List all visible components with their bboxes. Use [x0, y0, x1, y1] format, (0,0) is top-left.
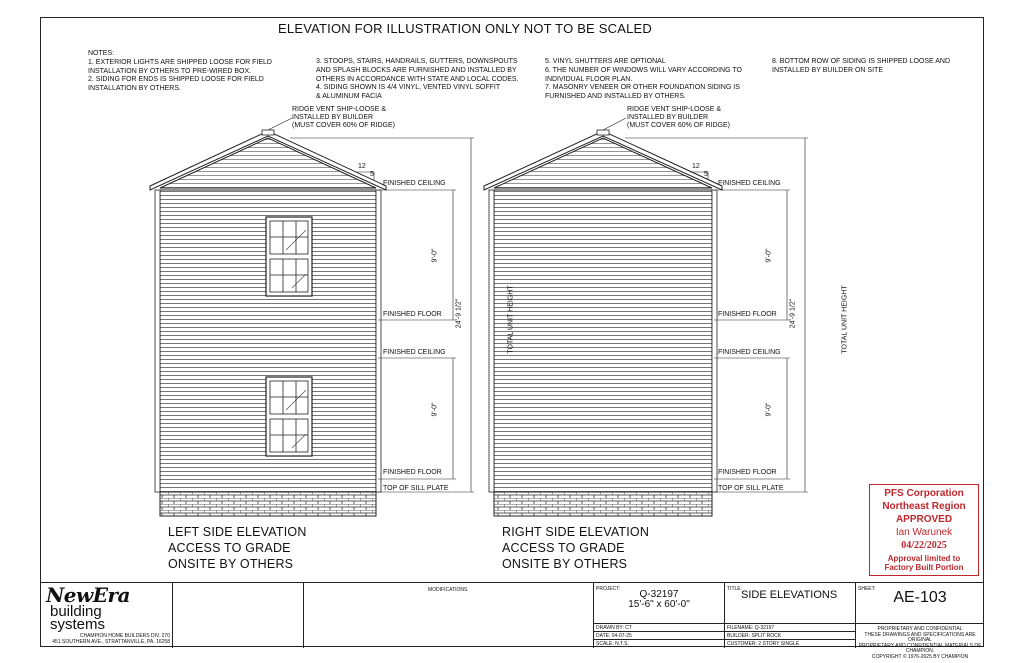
divider [594, 639, 724, 640]
left-elevation-title: LEFT SIDE ELEVATION ACCESS TO GRADE ONSITE BY OTHERS [168, 525, 307, 571]
divider [594, 623, 724, 624]
divider [725, 639, 855, 640]
page-title: ELEVATION FOR ILLUSTRATION ONLY NOT TO BE SCALED [278, 21, 652, 36]
drawing-date: DATE: 04-07-25 [596, 633, 632, 639]
total-unit-height-label-right: TOTAL UNIT HEIGHT [841, 285, 849, 354]
ridge-vent-note-right: RIDGE VENT SHIP-LOOSE & INSTALLED BY BUILDER (MUST COVER 60% OF RIDGE) [627, 106, 730, 129]
filename: FILENAME: Q-32197 [727, 625, 775, 631]
finished-ceiling-label-lower-left: FINISHED CEILING [383, 349, 446, 356]
customer: CUSTOMER: 2 STORY SINGLE [727, 641, 800, 647]
total-dim-right: 24'-9 1/2" [789, 298, 797, 329]
finished-floor-label-lower-right: FINISHED FLOOR [718, 469, 777, 476]
finished-floor-label-upper-right: FINISHED FLOOR [718, 311, 777, 318]
drawing-scale: SCALE: N.T.S. [596, 641, 629, 647]
story-dim-lower-right: 9'-0" [765, 402, 773, 417]
stamp-note: Approval limited to Factory Built Portion [884, 554, 964, 572]
finished-ceiling-label-upper-left: FINISHED CEILING [383, 180, 446, 187]
builder: BUILDER: SPLIT ROCK [727, 633, 782, 639]
modifications-label: MODIFICATIONS [428, 587, 468, 593]
finished-floor-label-upper-left: FINISHED FLOOR [383, 311, 442, 318]
pitch-run-left: 12 [358, 163, 366, 170]
stamp-date: 04/22/2025 [901, 540, 947, 551]
finished-ceiling-label-upper-right: FINISHED CEILING [718, 180, 781, 187]
title-block [40, 582, 984, 660]
modifications-cell [303, 583, 593, 648]
story-dim-upper-right: 9'-0" [765, 248, 773, 263]
divider [594, 631, 724, 632]
pitch-run-right: 12 [692, 163, 700, 170]
drawn-by: DRAWN BY: CT [596, 625, 632, 631]
stamp-line-3: APPROVED [895, 514, 953, 525]
title-label: TITLE: [727, 586, 743, 592]
divider [856, 623, 984, 624]
stamp-name: Ian Warunek [895, 527, 953, 538]
story-dim-lower-left: 9'-0" [431, 402, 439, 417]
total-dim-left: 24'-9 1/2" [455, 298, 463, 329]
right-elevation-title: RIGHT SIDE ELEVATION ACCESS TO GRADE ONSITE BY OTHERS [502, 525, 650, 571]
company-address: CHAMPION HOME BUILDERS DIV. 270 451 SOUTHERN AVE., STRATTANVILLE, PA. 16258 [52, 633, 170, 645]
project-number: Q-32197 [639, 589, 679, 600]
notes-column-1: NOTES: 1. EXTERIOR LIGHTS ARE SHIPPED LOOSE FOR FIELD INSTALLATION BY OTHERS TO PRE-WIRED BOX. 2. SIDING FOR ENDS IS SHIPPED LOOSE FOR FIELD INSTALLATION BY OTHERS. [88, 50, 272, 93]
lower-window [266, 377, 312, 456]
proprietary-notice: PROPRIETARY AND CONFIDENTIAL THESE DRAWINGS AND SPECIFICATIONS ARE ORIGINAL PROPRIETARY AND CONFIDENTIAL MATERIALS OF CHAMPION. COPYRIGHT © 1976-2025 BY CHAMPION [858, 626, 982, 660]
upper-window [266, 217, 312, 296]
ridge-vent-note-left: RIDGE VENT SHIP-LOOSE & INSTALLED BY BUILDER (MUST COVER 60% OF RIDGE) [292, 106, 395, 129]
notes-column-3: 5. VINYL SHUTTERS ARE OPTIONAL 6. THE NUMBER OF WINDOWS WILL VARY ACCORDING TO INDIVIDUAL FLOOR PLAN. 7. MASONRY VENEER OR OTHER FOUNDATION SIDING IS FURNISHED AND INSTALLED BY OTHERS. [545, 58, 742, 101]
notes-column-2: 3. STOOPS, STAIRS, HANDRAILS, GUTTERS, DOWNSPOUTS AND SPLASH BLOCKS ARE FURNISHED AND INSTALLED BY OTHERS IN ACCORDANCE WITH STATE AND LOCAL CODES. 4. SIDING SHOWN IS 4/4 VINYL, VENTED VINYL SOFFIT & ALUMINUM FACIA [316, 58, 519, 101]
total-unit-height-label-left: TOTAL UNIT HEIGHT [507, 285, 515, 354]
finished-floor-label-lower-left: FINISHED FLOOR [383, 469, 442, 476]
finished-ceiling-label-lower-right: FINISHED CEILING [718, 349, 781, 356]
top-of-sill-plate-label-left: TOP OF SILL PLATE [383, 485, 449, 492]
project-size: 15'-6" x 60'-0" [628, 599, 690, 610]
sheet-cell [855, 583, 984, 660]
drawing-title: SIDE ELEVATIONS [741, 589, 838, 601]
blank-cell [172, 583, 303, 648]
story-dim-upper-left: 9'-0" [431, 248, 439, 263]
pitch-rise-left: 5 [370, 171, 374, 178]
project-cell [593, 583, 724, 648]
sheet-label: SHEET: [858, 586, 876, 592]
top-of-sill-plate-label-right: TOP OF SILL PLATE [718, 485, 784, 492]
stamp-line-2: Northeast Region [882, 501, 966, 512]
company-logo-subtext: building systems [50, 603, 106, 633]
sheet-number: AE-103 [893, 589, 947, 606]
company-logo: NewEra [46, 583, 130, 607]
title-cell [724, 583, 855, 648]
divider [725, 623, 855, 624]
project-label: PROJECT: [596, 586, 621, 592]
approval-stamp [869, 484, 979, 576]
divider [725, 631, 855, 632]
pitch-rise-right: 5 [704, 171, 708, 178]
notes-column-4: 8. BOTTOM ROW OF SIDING IS SHIPPED LOOSE AND INSTALLED BY BUILDER ON SITE [772, 58, 951, 74]
stamp-line-1: PFS Corporation [884, 488, 964, 499]
logo-cell [40, 583, 172, 648]
